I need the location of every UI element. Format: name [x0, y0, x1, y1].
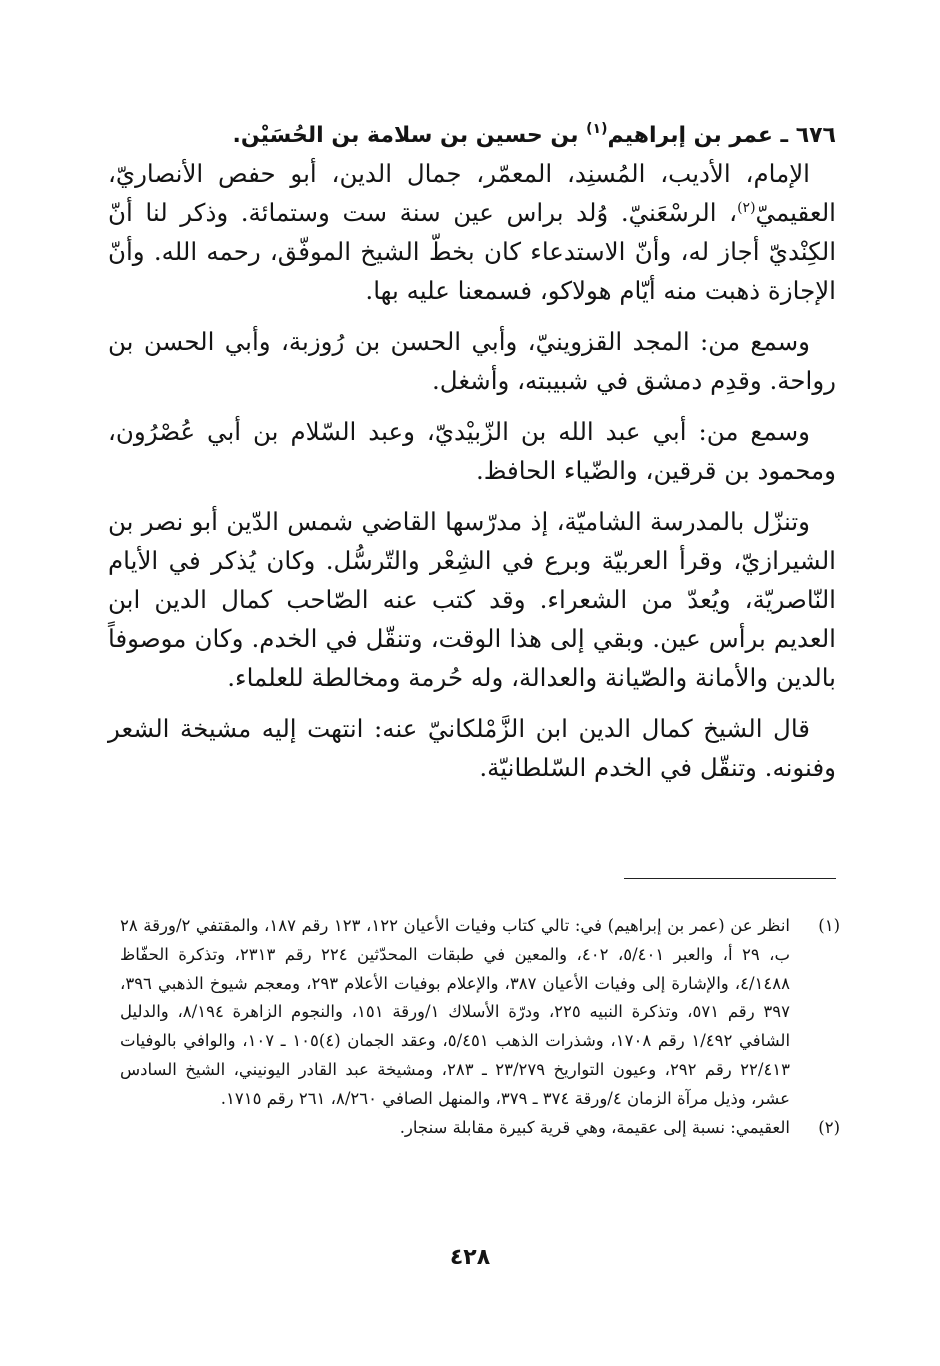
paragraph-quote: قال الشيخ كمال الدين ابن الزَّمْلكانيّ عنه: انتهت إليه مشيخة الشعر وفنونه. وتنقّل في الخدم السّلطانيّة. — [108, 714, 836, 782]
footnote-1 — [120, 912, 840, 1114]
paragraph-teachers-1: وسمع من: المجد القزوينيّ، وأبي الحسن بن رُوزبة، وأبي الحسن بن رواحة. وقدِم دمشق في شبيبته، وأشغل. — [108, 327, 836, 395]
footnote-2-text: العقيمي: نسبة إلى عقيمة، وهي قرية كبيرة مقابلة سنجار. — [399, 1117, 790, 1137]
entry-number-title: ٦٧٦ ـ عمر بن إبراهيم — [607, 123, 836, 148]
paragraph-1-end: ، الرسْعَنيّ. وُلد براس عين سنة ست وستمائة. وذكر لنا أنّ الكِنْديّ أجاز له، وأنّ الاستدعاء كان بخطّ الشيخ الموفّق، رحمه الله. وأنّ الإجازة ذهبت منه أيّام هولاكو، فسمعنا عليه بها. — [108, 198, 836, 305]
entry-title-rest: بن حسين بن سلامة بن الحُسَيْن. — [232, 123, 587, 148]
paragraph-1-start: الإمام، الأديب، المُسنِد، المعمّر، جمال الدين، أبو حفص الأنصاريّ، العقيميّ — [108, 159, 836, 227]
footnotes — [120, 912, 840, 1142]
footnote-ref-2: (٢) — [737, 200, 756, 216]
footnote-1-marker: (١) — [818, 916, 840, 935]
entry-heading — [108, 118, 836, 154]
footnote-2 — [120, 1114, 840, 1143]
footnote-1-text: انظر عن (عمر بن إبراهيم) في: تالي كتاب وفيات الأعيان ١٢٢، ١٢٣ رقم ١٨٧، والمقتفي ٢/ورقة ٢٨ ب، ٢٩ أ، والعبر ٥/٤٠١، ٤٠٢، والمعين في طبقات المحدّثين ٢٢٤ رقم ٢٣١٣، وتذكرة الحفّاظ ٤/١٤٨٨، والإشارة إلى وفيات الأعيان ٣٨٧، والإعلام بوفيات الأعلام ٢٩٣، ومعجم شيوخ الذهبي ٣٩٦، ٣٩٧ رقم ٥٧١، وتذكرة النبيه ٢٢٥، ودرّة الأسلاك ١/ورقة ١٥١، والنجوم الزاهرة ٨/١٩٤، والدليل الشافي ١/٤٩٢ رقم ١٧٠٨، وشذرات الذهب ٥/٤٥١، وعقد الجمان (٤)١٠٥ ـ ١٠٧، والوافي بالوفيات ٢٢/٤١٣ رقم ٢٩٢، وعيون التواريخ ٢٣/٢٧٩ ـ ٢٨٣، ومشيخة عبد القادر اليونيني، الشيخ السادس عشر، وذيل مرآة الزمان ٤/ورقة ٣٧٤ ـ ٣٧٩، والمنهل الصافي ٨/٢٦٠، ٢٦١ رقم ١٧١٥. — [120, 916, 791, 1108]
paragraph-biography — [108, 154, 836, 310]
footnote-2-marker: (٢) — [818, 1117, 840, 1137]
footnote-ref-1: (١) — [586, 121, 608, 137]
paragraph-teachers-2: وسمع من: أبي عبد الله بن الزّبيْديّ، وعبد السّلام بن أبي عُصْرُون، ومحمود بن قرقين، والضّياء الحافظ. — [108, 417, 836, 485]
main-text — [108, 118, 836, 787]
paragraph-career: وتنزّل بالمدرسة الشاميّة، إذ مدرّسها القاضي شمس الدّين أبو نصر بن الشيرازيّ، وقرأ العربيّة وبرع في الشِعْر والتّرسُّل. وكان يُذكر في الأيام النّاصريّة، ويُعدّ من الشعراء. وقد كتب عنه الصّاحب كمال الدين ابن العديم برأس عين. وبقي إلى هذا الوقت، وتنقّل في الخدم. وكان موصوفاً بالدين والأمانة والصّيانة والعدالة، وله حُرمة ومخالطة للعلماء. — [108, 507, 836, 692]
footnote-separator — [624, 878, 836, 879]
page-number: ٤٢٨ — [449, 1245, 491, 1270]
